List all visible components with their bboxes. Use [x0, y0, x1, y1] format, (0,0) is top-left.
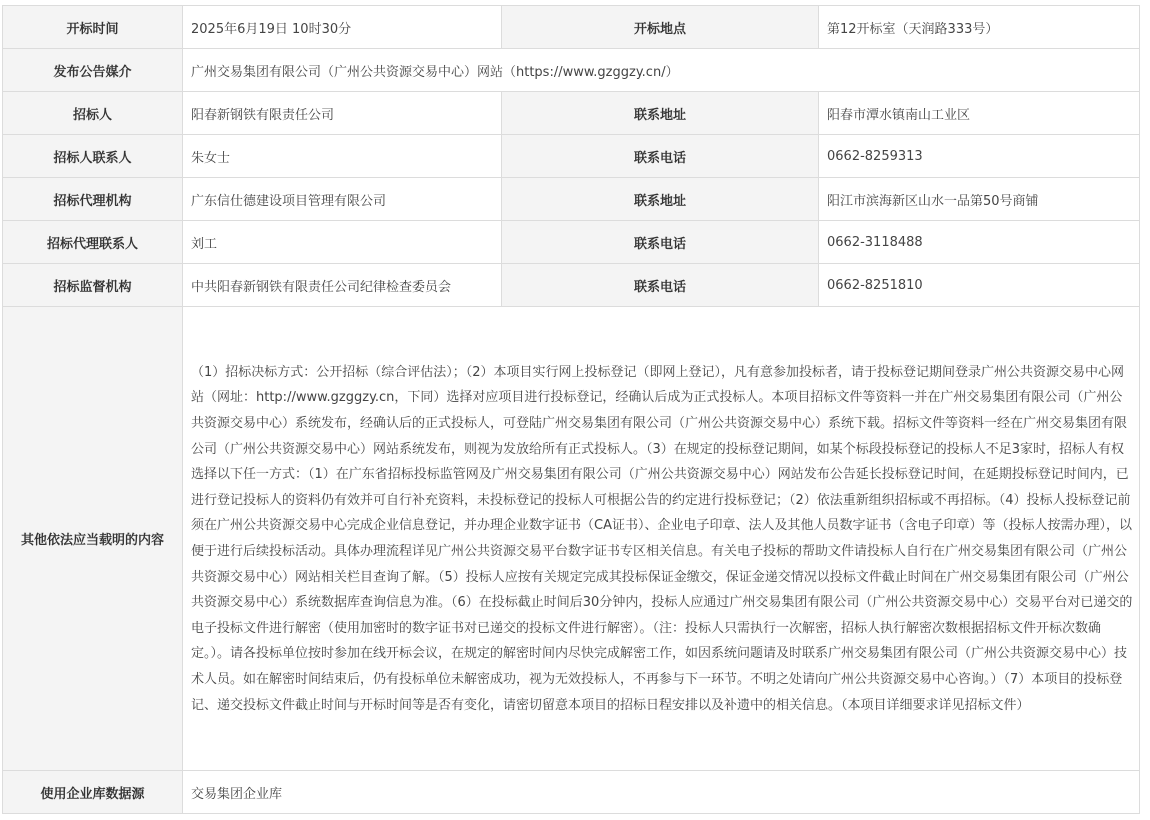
agency-value: 广东信仕德建设项目管理有限公司 — [183, 178, 502, 221]
row-media — [3, 49, 1140, 92]
agency-contact-value: 刘工 — [183, 221, 502, 264]
media-value: 广州交易集团有限公司（广州公共资源交易中心）网站（https://www.gzggzy.cn/） — [183, 49, 1140, 92]
open-time-label: 开标时间 — [3, 6, 183, 49]
tenderer-contact-value: 朱女士 — [183, 135, 502, 178]
supervisor-value: 中共阳春新钢铁有限责任公司纪律检查委员会 — [183, 264, 502, 307]
tenderer-address-value: 阳春市潭水镇南山工业区 — [819, 92, 1140, 135]
agency-address-label: 联系地址 — [502, 178, 819, 221]
row-data-source — [3, 771, 1140, 814]
tenderer-label: 招标人 — [3, 92, 183, 135]
row-open-time — [3, 6, 1140, 49]
open-place-label: 开标地点 — [502, 6, 819, 49]
open-time-value: 2025年6月19日 10时30分 — [183, 6, 502, 49]
media-label: 发布公告媒介 — [3, 49, 183, 92]
row-agency-contact — [3, 221, 1140, 264]
row-agency — [3, 178, 1140, 221]
agency-phone-value: 0662-3118488 — [819, 221, 1140, 264]
row-tenderer-contact — [3, 135, 1140, 178]
tender-info-table — [2, 5, 1140, 814]
tenderer-phone-label: 联系电话 — [502, 135, 819, 178]
other-content-value: （1）招标决标方式：公开招标（综合评估法）；（2）本项目实行网上投标登记（即网上登记），凡有意参加投标者，请于投标登记期间登录广州公共资源交易中心网站（网址：http://www.gzggzy.cn，下同）选择对应项目进行投标登记，经确认后成为正式投标人。本项目招标文件等资料一并在广州交易集团有限公司（广州公共资源交易中心）系统发布，经确认后的正式投标人，可登陆广州交易集团有限公司（广州公共资源交易中心）系统下载。招标文件等资料一经在广州交易集团有限公司（广州公共资源交易中心）网站系统发布，则视为发放给所有正式投标人。（3）在规定的投标登记期间，如某个标段投标登记的投标人不足3家时，招标人有权选择以下任一方式：（1）在广东省招标投标监管网及广州交易集团有限公司（广州公共资源交易中心）网站发布公告延长投标登记时间，在延期投标登记时间内，已进行登记投标人的资料仍有效并可自行补充资料，未投标登记的投标人可根据公告的约定进行投标登记；（2）依法重新组织招标或不再招标。（4）投标人投标登记前须在广州公共资源交易中心完成企业信息登记，并办理企业数字证书（CA证书）、企业电子印章、法人及其他人员数字证书（含电子印章）等（投标人按需办理），以便于进行后续投标活动。具体办理流程详见广州公共资源交易平台数字证书专区相关信息。有关电子投标的帮助文件请投标人自行在广州交易集团有限公司（广州公共资源交易中心）网站相关栏目查询了解。（5）投标人应按有关规定完成其投标保证金缴交，保证金递交情况以投标文件截止时间在广州交易集团有限公司（广州公共资源交易中心）系统数据库查询信息为准。（6）在投标截止时间后30分钟内，投标人应通过广州交易集团有限公司（广州公共资源交易中心）交易平台对已递交的电子投标文件进行解密（使用加密时的数字证书对已递交的投标文件进行解密）。（注：投标人只需执行一次解密，招标人执行解密次数根据招标文件开标次数确定。）。请各投标单位按时参加在线开标会议，在规定的解密时间内尽快完成解密工作，如因系统问题请及时联系广州交易集团有限公司（广州公共资源交易中心）技术人员。如在解密时间结束后，仍有投标单位未解密成功，视为无效投标人，不再参与下一环节。不明之处请向广州公共资源交易中心咨询。）（7）本项目的投标登记、递交投标文件截止时间与开标时间等是否有变化，请密切留意本项目的招标日程安排以及补遗中的相关信息。（本项目详细要求详见招标文件） — [183, 307, 1140, 771]
data-source-label: 使用企业库数据源 — [3, 771, 183, 814]
supervisor-phone-label: 联系电话 — [502, 264, 819, 307]
tenderer-phone-value: 0662-8259313 — [819, 135, 1140, 178]
other-content-label: 其他依法应当载明的内容 — [3, 307, 183, 771]
row-supervisor — [3, 264, 1140, 307]
row-tenderer — [3, 92, 1140, 135]
agency-phone-label: 联系电话 — [502, 221, 819, 264]
tenderer-contact-label: 招标人联系人 — [3, 135, 183, 178]
tenderer-address-label: 联系地址 — [502, 92, 819, 135]
row-other-content — [3, 307, 1140, 771]
supervisor-label: 招标监督机构 — [3, 264, 183, 307]
agency-contact-label: 招标代理联系人 — [3, 221, 183, 264]
agency-address-value: 阳江市滨海新区山水一品第50号商铺 — [819, 178, 1140, 221]
tenderer-value: 阳春新钢铁有限责任公司 — [183, 92, 502, 135]
agency-label: 招标代理机构 — [3, 178, 183, 221]
supervisor-phone-value: 0662-8251810 — [819, 264, 1140, 307]
open-place-value: 第12开标室（天润路333号） — [819, 6, 1140, 49]
data-source-value: 交易集团企业库 — [183, 771, 1140, 814]
